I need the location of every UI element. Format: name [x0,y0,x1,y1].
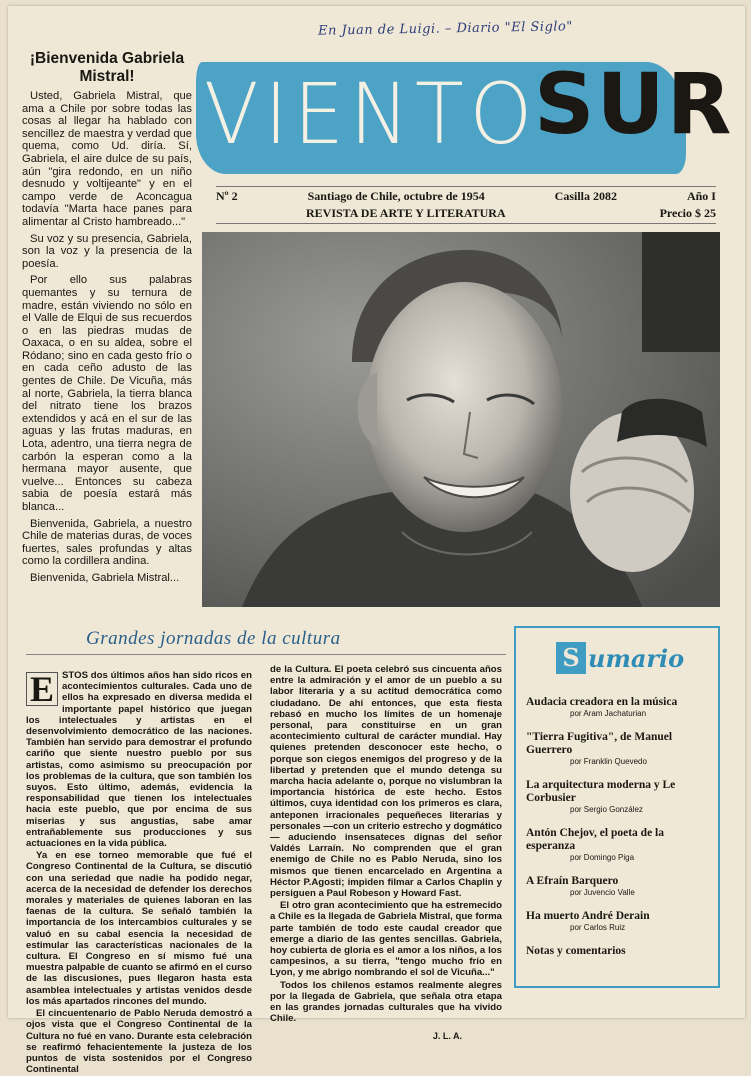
sumario-box [514,626,720,988]
sumario-item-author: por Domingo Piga [570,853,635,862]
sumario-item [526,696,708,718]
sumario-item-author: por Juvencio Valle [570,888,635,897]
portrait-photo-illustration [202,232,720,607]
drop-cap: E [26,672,58,706]
issue-price: Precio $ 25 [659,206,716,220]
welcome-paragraph: Su voz y su presencia, Gabriela, son la voz y la presencia de la poesía. [22,232,192,270]
sumario-item [526,875,708,897]
sumario-title [556,642,708,674]
article-paragraph: Ya en ese torneo memorable que fué el Congreso Continental de la Cultura, se discutió con una seriedad que nadie ha podido negar, acerca de la necesidad de defender los derechos morales y materiales de quienes laboran en las faenas de la cultura. Se señaló también la importancia de los intercambios culturales y se valuó en su cabal esencia la necesidad de estimular las características nacionales de la cultura. El Congreso en sí mismo fué una muestra palpable de cuanto se afirmó en el curso de las discusiones, pues llegaron hasta esta asamblea intelectuales y artistas venidos desde los más apartados rincones del mundo. [26,850,252,1007]
welcome-paragraph: Bienvenida, Gabriela, a nuestro Chile de materias duras, de voces fuertes, sales profundas y altas como la cordillera andina. [22,517,192,568]
sumario-item [526,945,708,958]
newspaper-page [8,6,745,1076]
sumario-title-initial: S [556,642,586,674]
sumario-item-title: A Efraín Barquero [526,875,619,887]
welcome-paragraph: Usted, Gabriela Mistral, que ama a Chile por sobre todas las cosas al llegar ha hablado con sencillez de maestra y verdad que quema, como Ud. diría. Sí, Gabriela, el aire dulce de su país, aún "gira redondo, en un niño desnudo y voltijeante" y en el campo verde de Aconcagua todavía "Marta hace panes para alimentar al Cristo hambreado..." [22,90,192,228]
issue-casilla: Casilla 2082 [554,189,618,203]
article-signature: J. L. A. [432,1030,462,1041]
sumario-item [526,827,708,862]
issue-subtitle: REVISTA DE ARTE Y LITERATURA [306,206,506,220]
portrait-photo [202,232,720,607]
sumario-item [526,779,708,814]
issue-info-bar [216,186,716,224]
sumario-item-title: Antón Chejov, el poeta de la esperanza [526,827,664,852]
issue-year: Año I [686,189,716,203]
article-paragraph: STOS dos últimos años han sido ricos en acontecimientos culturales. Cada uno de ellos ha expresado en diversa medida el importante papel histórico que juegan los intelectuales y artistas en el desenvolvimiento democrático de las naciones. También han servido para demostrar el profundo cariño que siente nuestro pueblo por sus artistas, como asimismo su preocupación por los problemas de la cultura, que son también los suyos. Esto último, además, evidencia la responsabilidad que tienen los intelectuales hacia este pueblo, que por encima de sus miserias y sus angustias, sabe amar entrañablemente sus producciones y sus actuaciones en la vida pública. [26,670,252,850]
issue-place-date: Santiago de Chile, octubre de 1954 [307,189,485,203]
sumario-item-title: La arquitectura moderna y Le Corbusier [526,779,676,804]
sumario-item-author: por Franklin Quevedo [570,757,647,766]
issue-number: Nº 2 [216,189,238,203]
handwritten-dedication: En Juan de Luigi. – Diario "El Siglo" [317,19,573,39]
sumario-item [526,910,708,932]
article-paragraph: El otro gran acontecimiento que ha estremecido a Chile es la llegada de Gabriela Mistral, que forma parte también de todo este caudal creador que emerge a diario de las gentes sencillas. Gabriela, hoy cubierta de gloria es el amor a los niños, a los campesinos, a su tierra, "tengo mucho frío en Lyon, y me abrigo nombrando el sol de Vicuña..." [270,900,502,979]
sumario-item-title: Ha muerto André Derain [526,910,650,922]
sumario-item-title: Audacia creadora en la música [526,696,678,708]
masthead [196,54,734,182]
article-column-1 [26,670,252,1076]
sumario-item-author: por Carlos Ruiz [570,923,626,932]
article-headline: Grandes jornadas de la cultura [86,628,341,649]
headline-rule [26,654,506,655]
welcome-column [22,50,192,585]
article-paragraph: El cincuentenario de Pablo Neruda demostró a ojos vista que el Congreso Continental de la Cultura no fué en vano. Durante esta celebración se reafirmó fehacientemente la justeza de los puntos de vista sostenidos por el Congreso Continental [26,1008,252,1076]
welcome-title: ¡Bienvenida Gabriela Mistral! [29,50,185,85]
sumario-item-title: "Tierra Fugitiva", de Manuel Guerrero [526,731,673,756]
welcome-paragraph: Por ello sus palabras quemantes y su ternura de madre, están viviendo no sólo en el Valle de Elqui de sus recuerdos o en las piedras mudas de Oaxaca, o en su aldea, sobre el Ródano; sino en cada gesto frío o en cada ceño adusto de las gentes de Chile. De Vicuña, más al norte, Gabriela, la tierra blanca del nitrato tiene los brazos extendidos y acá en el sur de las aguas y las frutas maduras, en Lota, adentro, una tierra negra de carbón la esperan como a la hermana mayor ausente, que vuelve... Entonces su cabeza sabia de poesía estará más blanca... [22,274,192,513]
sumario-item-author: por Aram Jachaturian [570,709,647,718]
welcome-paragraph: Bienvenida, Gabriela Mistral... [30,571,180,584]
masthead-sur: SUR [534,55,734,153]
article-column-2 [270,664,502,1042]
article-paragraph: de la Cultura. El poeta celebró sus cincuenta años entre la admiración y el amor de un pueblo a su labor literaria y a su actitud democrática como ciudadano. De ahí entonces, que esta fiesta rebasó en mucho los límites de un homenaje personal, para constituirse en un gran acontecimiento cultural de carácter mundial. Hay quienes pretenden desconocer este hecho, o porque son ciegos enemigos del progreso y de la libertad y pretenden que el mundo detenga su marcha hacia adelante o, porque no vislumbran la importancia histórica de este hecho. Estos últimos, cuya identidad con los primeros es clara, anteponen irracionales pequeñeces literarias y personales —con un criterio estrecho y dogmático— aduciendo insensateces dignas del señor Valdés Larraín. No comprenden que el gran enemigo de Chile no es Pablo Neruda, sino los mismos que tienen encarcelado en Argentina a Héctor P.Agosti; impiden filmar a Carlos Chaplin y persiguen a Paul Robeson y Howard Fast. [270,664,502,900]
sumario-item-author: por Sergio González [570,805,643,814]
sumario-title-rest: umario [588,643,685,673]
article-paragraph: Todos los chilenos estamos realmente alegres por la llegada de Gabriela, que señala otra etapa en las grandes jornadas culturales que ha vivido Chile. [270,979,502,1025]
masthead-viento: VIENTO [204,65,538,163]
sumario-item-title: Notas y comentarios [526,945,626,957]
sumario-item [526,731,708,766]
